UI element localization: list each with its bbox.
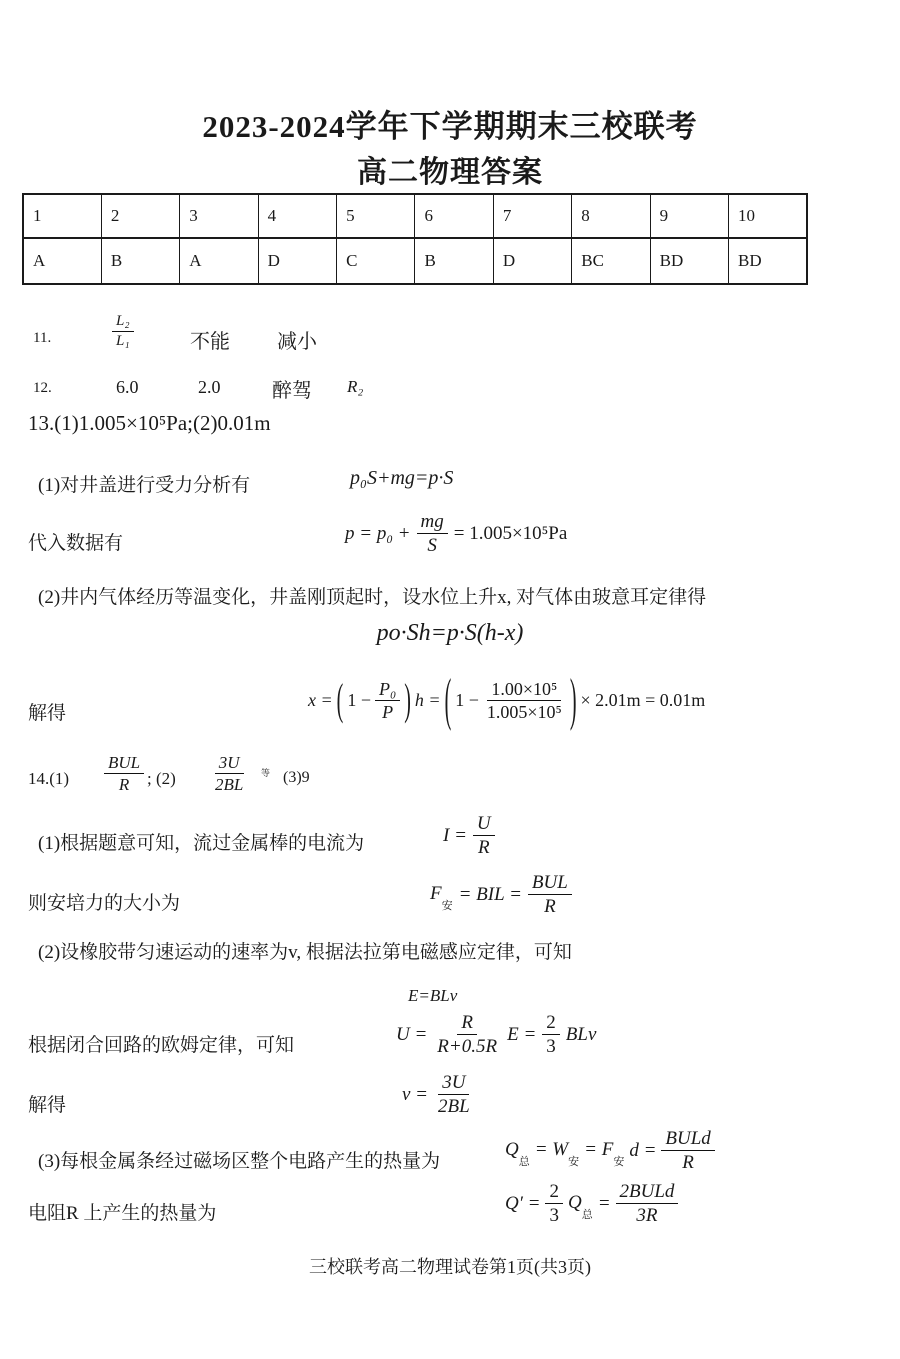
q13-formula-solution: x = ( 1 − $\frac{\text{P₀}}{P}$ ) h = ( 1 − $\frac{\text{1.00×10⁵}}{\text{1.005×10⁵}}$ ) × 2.01m = 0.01m xyxy=(308,668,706,733)
q14-ampere-label: 则安培力的大小为 xyxy=(28,893,181,914)
p0-over-p-fraction: $\frac{\text{P₀}}{P}$ xyxy=(375,679,400,722)
q13-part1-label: (1)对井盖进行受力分析有 xyxy=(38,475,251,496)
q12-number: 12. xyxy=(33,380,52,396)
q13-answer-summary: 13.(1)1.005×10⁵Pa;(2)0.01m xyxy=(28,411,271,435)
answer-cell: B xyxy=(415,238,493,284)
answer-cell: D xyxy=(493,238,571,284)
q14-answer1-fraction: BUL R xyxy=(104,753,144,794)
answer-sheet-subtitle: 高二物理答案 xyxy=(357,156,543,189)
answer-cell: D xyxy=(258,238,336,284)
q11-fraction-denominator: L₁ xyxy=(116,332,130,349)
answer-cell: A xyxy=(180,238,258,284)
q14-part1-label: (1)根据题意可知，流过金属棒的电流为 xyxy=(38,833,365,854)
q14-formula-ampere-force: $F_安$ = BIL = $\frac{\text{BUL}}{R}$ xyxy=(430,872,572,918)
f-symbol: = $F_安$ xyxy=(584,1138,625,1168)
q13-formula-force-balance: p₀S+mg=p·S xyxy=(350,467,454,489)
pressure-lhs: p = p₀ + xyxy=(345,522,411,544)
q14-formula-speed: v = $\frac{3U}{2BL}$ xyxy=(402,1072,474,1118)
force-symbol: $F_安$ xyxy=(430,882,453,912)
page-footer: 三校联考高二物理试卷第1页(共3页) xyxy=(309,1257,591,1277)
q11-fraction-numerator: L₂ xyxy=(112,313,134,332)
buld-over-r-fraction: $\frac{\text{BULd}}{R}$ xyxy=(661,1128,714,1174)
solution-lhs: x = xyxy=(308,690,333,711)
q12-answer-1: 6.0 xyxy=(116,377,139,397)
q14-number: 14.(1) xyxy=(28,769,70,788)
r-ratio-fraction: $\frac{R}{R+0.5R}$ xyxy=(437,1012,498,1058)
question-number-cell: 6 xyxy=(415,194,493,238)
q14-part3-label: (3)每根金属条经过磁场区整个电路产生的热量为 xyxy=(38,1151,441,1172)
answer-cell: C xyxy=(337,238,415,284)
q14-part2-label: (2)设橡胶带匀速运动的速率为v, 根据法拉第电磁感应定律，可知 xyxy=(38,942,572,963)
q-total-symbol: $Q_总$ xyxy=(567,1191,593,1221)
answer-cell: BD xyxy=(650,238,728,284)
q14-tiny-mark: 等 xyxy=(261,768,271,778)
bul-over-r-fraction: $\frac{\text{BUL}}{R}$ xyxy=(528,872,572,918)
q12-answer-3: 醉驾 xyxy=(272,380,312,402)
mg-over-s-fraction: $\frac{mg}{S}$ xyxy=(417,511,448,557)
close-paren: ) xyxy=(404,676,411,725)
pressure-ratio-fraction: $\frac{\text{1.00×10⁵}}{\text{1.005×10⁵}}$ xyxy=(486,679,562,723)
question-number-cell: 5 xyxy=(337,194,415,238)
q14-answer3: (3)9 xyxy=(283,769,310,786)
q-total-symbol: $Q_总$ xyxy=(505,1138,530,1168)
answer-row xyxy=(23,238,807,284)
q14-formula-emf: E=BLv xyxy=(408,986,458,1005)
q11-answer-3: 减小 xyxy=(277,331,317,353)
question-number-cell: 8 xyxy=(572,194,650,238)
q14-solve-label: 解得 xyxy=(28,1095,67,1116)
question-number-cell: 4 xyxy=(258,194,336,238)
q13-formula-boyle: po·Sh=p·S(h-x) xyxy=(376,620,524,646)
question-number-cell: 7 xyxy=(493,194,571,238)
pressure-result: = 1.005×10⁵Pa xyxy=(453,522,568,544)
q11-fraction xyxy=(112,313,134,350)
question-number-cell: 1 xyxy=(23,194,101,238)
answer-table xyxy=(22,193,808,285)
two-thirds-fraction: $\frac{2}{3}$ xyxy=(545,1181,563,1227)
q12-answer-4: R₂ xyxy=(347,377,364,396)
q13-substitute-label: 代入数据有 xyxy=(28,533,124,554)
q13-part2-label: (2)井内气体经历等温变化，井盖刚顶起时，设水位上升x, 对气体由玻意耳定律得 xyxy=(38,587,707,608)
q14-answer2-fraction: $\frac{3U}{2BL}$ xyxy=(215,753,244,795)
2buld-over-3r-fraction: $\frac{\text{2BULd}}{3R}$ xyxy=(616,1181,679,1227)
question-number-cell: 3 xyxy=(180,194,258,238)
q11-answer-2: 不能 xyxy=(190,331,230,353)
q13-formula-pressure xyxy=(345,511,567,557)
q14-formula-resistor-heat: Q′ = $\frac{2}{3}$ $Q_总$ = $\frac{\text{2BULd}}{3R}$ xyxy=(505,1181,678,1227)
two-thirds-fraction: $\frac{2}{3}$ xyxy=(542,1012,560,1058)
q11-number: 11. xyxy=(33,330,52,346)
u-over-r-fraction: $\frac{U}{R}$ xyxy=(473,813,495,859)
3u-over-2bl-fraction: $\frac{3U}{2BL}$ xyxy=(438,1072,470,1118)
q12-answer-2: 2.0 xyxy=(198,377,221,397)
exam-title: 2023-2024学年下学期期末三校联考 xyxy=(202,109,698,144)
q14-separator: ; (2) xyxy=(147,769,176,788)
answer-cell: B xyxy=(101,238,179,284)
q13-solve-label: 解得 xyxy=(28,703,67,724)
q14-formula-total-heat: $Q_总$ = $W_安$ = $F_安$ d = $\frac{\text{BULd}}{R}$ xyxy=(505,1128,715,1174)
question-number-cell: 9 xyxy=(650,194,728,238)
close-paren: ) xyxy=(569,668,577,733)
answer-cell: BC xyxy=(572,238,650,284)
question-number-cell: 10 xyxy=(729,194,807,238)
q14-ohm-label: 根据闭合回路的欧姆定律，可知 xyxy=(28,1035,295,1056)
solution-result: × 2.01m = 0.01m xyxy=(580,690,706,711)
q14-resistor-label: 电阻R 上产生的热量为 xyxy=(28,1203,217,1224)
w-symbol: = $W_安$ xyxy=(534,1138,580,1168)
answer-cell: BD xyxy=(729,238,807,284)
q14-formula-current: I = $\frac{U}{R}$ xyxy=(443,813,495,859)
question-number-row xyxy=(23,194,807,238)
question-number-cell: 2 xyxy=(101,194,179,238)
open-paren: ( xyxy=(444,668,452,733)
answer-cell: A xyxy=(23,238,101,284)
open-paren: ( xyxy=(336,676,344,725)
q14-formula-voltage: U = $\frac{R}{R+0.5R}$ E = $\frac{2}{3}$ BLv xyxy=(396,1012,597,1058)
